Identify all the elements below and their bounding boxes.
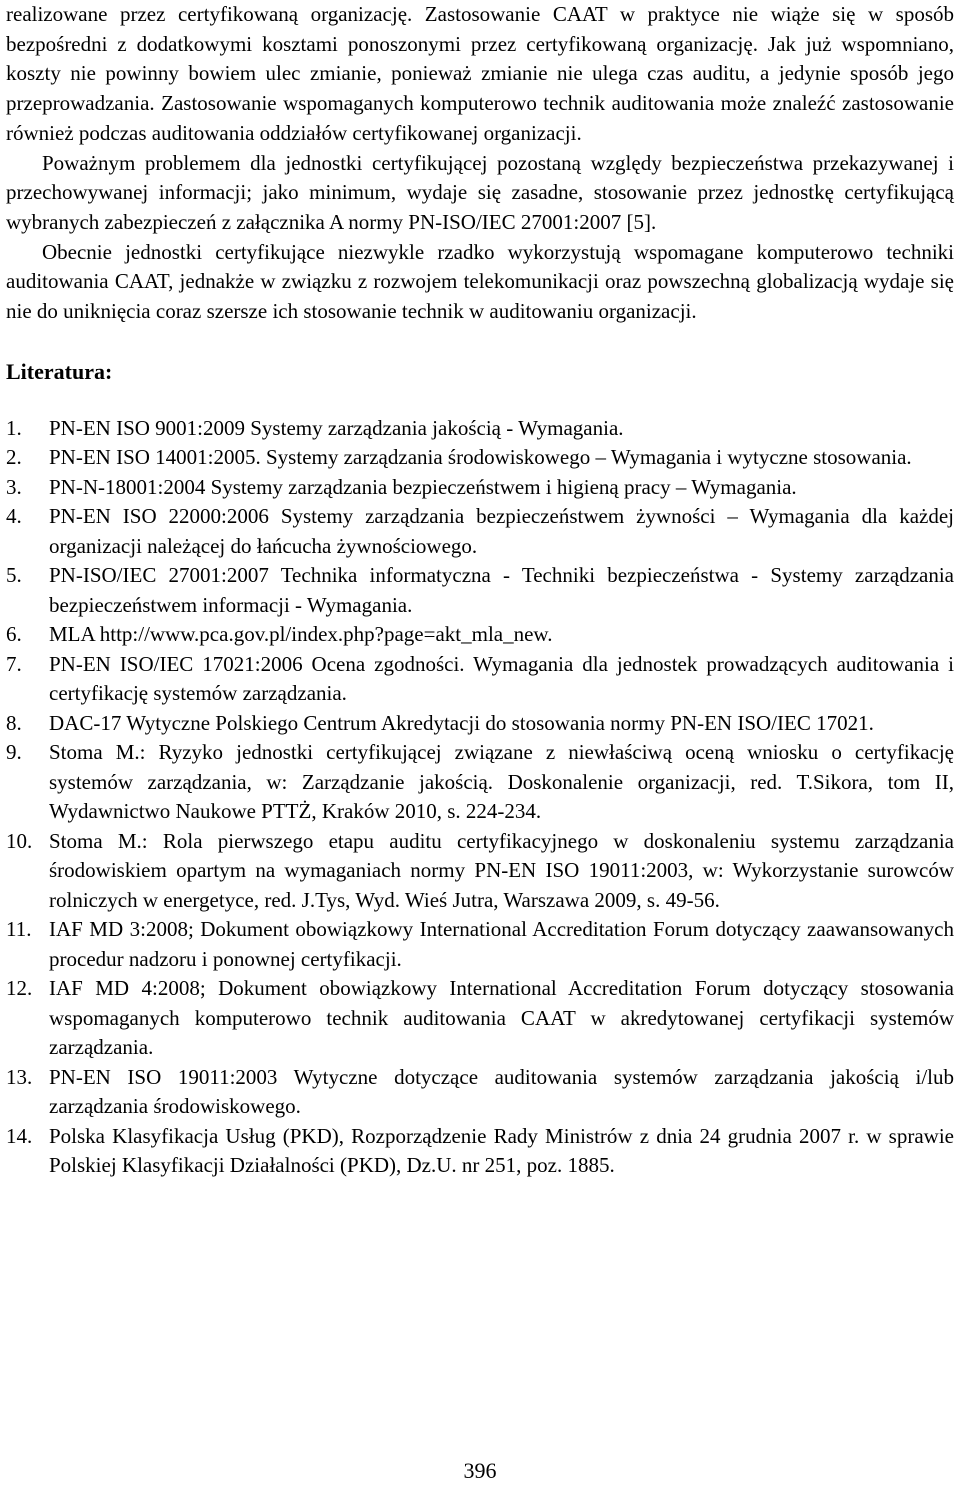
reference-item <box>6 974 954 1063</box>
reference-number: 6. <box>6 622 22 647</box>
reference-item <box>6 915 954 974</box>
page-content <box>6 0 954 1181</box>
reference-item <box>6 827 954 916</box>
reference-number: 4. <box>6 504 22 529</box>
reference-item <box>6 620 954 650</box>
reference-number: 14. <box>6 1123 33 1148</box>
reference-text: IAF MD 4:2008; Dokument obowiązkowy International Accreditation Forum dotyczący stosowania wspomaganych komputerowo technik auditowania CAAT w akredytowanej certyfikacji systemów zarządzania. <box>49 976 954 1060</box>
reference-number: 8. <box>6 710 22 735</box>
reference-text: PN-EN ISO 19011:2003 Wytyczne dotyczące auditowania systemów zarządzania jakością i/lub zarządzania środowiskowego. <box>49 1064 954 1119</box>
reference-item <box>6 502 954 561</box>
reference-item <box>6 1063 954 1122</box>
reference-number: 10. <box>6 828 33 853</box>
page-number: 396 <box>463 1458 497 1483</box>
references-list <box>6 414 954 1181</box>
body-paragraph-1: realizowane przez certyfikowaną organizację. Zastosowanie CAAT w praktyce nie wiąże się w sposób bezpośredni z dodatkowymi kosztami ponoszonymi przez certyfikowaną organizację. Jak już wspomniano, koszty nie powinny bowiem ulec zmianie, ponieważ zmianie nie ulega czas auditu, a jedynie sposób jego przeprowadzania. Zastosowanie wspomaganych komputerowo technik auditowania może znaleźć zastosowanie również podczas auditowania oddziałów certyfikowanej organizacji. <box>6 2 954 145</box>
reference-text: DAC-17 Wytyczne Polskiego Centrum Akredytacji do stosowania normy PN-EN ISO/IEC 17021. <box>49 710 874 735</box>
reference-number: 1. <box>6 415 22 440</box>
reference-text: PN-EN ISO 22000:2006 Systemy zarządzania bezpieczeństwem żywności – Wymagania dla każdej organizacji należącej do łańcucha żywnościowego. <box>49 504 954 558</box>
reference-item <box>6 443 954 473</box>
body-paragraph-2: Poważnym problemem dla jednostki certyfikującej pozostaną względy bezpieczeństwa przekazywanej i przechowywanej informacji; jako minimum, wydaje się zasadne, stosowanie przez jednostkę certyfikującą wybranych zabezpieczeń z załącznika A normy PN-ISO/IEC 27001:2007 [5]. <box>6 150 954 234</box>
reference-text: Stoma M.: Rola pierwszego etapu auditu certyfikacyjnego w doskonaleniu systemu zarządzania środowiskiem opartym na wymaganiach normy PN-EN ISO 19011:2003, w: Wykorzystanie surowców rolniczych w energetyce, red. J.Tys, Wyd. Wieś Jutra, Warszawa 2009, s. 49-56. <box>49 828 954 912</box>
reference-text: PN-ISO/IEC 27001:2007 Technika informatyczna - Techniki bezpieczeństwa - Systemy zarządzania bezpieczeństwem informacji - Wymagania. <box>49 563 954 617</box>
body-paragraph-3: Obecnie jednostki certyfikujące niezwykle rzadko wykorzystują wspomagane komputerowo techniki auditowania CAAT, jednakże w związku z rozwojem telekomunikacji oraz powszechną globalizacją wydaje się nie do uniknięcia coraz szersze ich stosowanie technik w auditowaniu organizacji. <box>6 239 954 324</box>
reference-text: PN-EN ISO 14001:2005. Systemy zarządzania środowiskowego – Wymagania i wytyczne stosowania. <box>49 445 912 470</box>
reference-text: Polska Klasyfikacja Usług (PKD), Rozporządzenie Rady Ministrów z dnia 24 grudnia 2007 r. w sprawie Polskiej Klasyfikacji Działalności (PKD), Dz.U. nr 251, poz. 1885. <box>49 1123 954 1178</box>
reference-item <box>6 738 954 827</box>
references-heading: Literatura: <box>6 358 113 384</box>
reference-number: 12. <box>6 976 33 1001</box>
reference-text: PN-N-18001:2004 Systemy zarządzania bezpieczeństwem i higieną pracy – Wymagania. <box>49 474 797 499</box>
reference-item <box>6 473 954 503</box>
reference-number: 13. <box>6 1064 33 1089</box>
reference-text: IAF MD 3:2008; Dokument obowiązkowy International Accreditation Forum dotyczący zaawansowanych procedur nadzoru i ponownej certyfikacji. <box>49 917 954 971</box>
reference-number: 11. <box>6 917 32 942</box>
reference-text: PN-EN ISO/IEC 17021:2006 Ocena zgodności. Wymagania dla jednostek prowadzących auditowania i certyfikację systemów zarządzania. <box>49 651 954 706</box>
reference-number: 3. <box>6 474 22 499</box>
reference-item <box>6 414 954 444</box>
reference-number: 9. <box>6 740 22 765</box>
reference-item <box>6 650 954 709</box>
reference-number: 2. <box>6 445 22 470</box>
reference-text: MLA http://www.pca.gov.pl/index.php?page=akt_mla_new. <box>49 622 553 647</box>
reference-number: 7. <box>6 651 22 676</box>
reference-item <box>6 1122 954 1181</box>
reference-text: PN-EN ISO 9001:2009 Systemy zarządzania jakością - Wymagania. <box>49 415 624 440</box>
reference-number: 5. <box>6 563 22 588</box>
reference-item <box>6 709 954 739</box>
reference-item <box>6 561 954 620</box>
reference-text: Stoma M.: Ryzyko jednostki certyfikującej związane z niewłaściwą oceną wniosku o certyfikację systemów zarządzania, w: Zarządzanie jakością. Doskonalenie organizacji, red. T.Sikora, tom II, Wydawnictwo Naukowe PTTŻ, Kraków 2010, s. 224-234. <box>49 740 954 824</box>
